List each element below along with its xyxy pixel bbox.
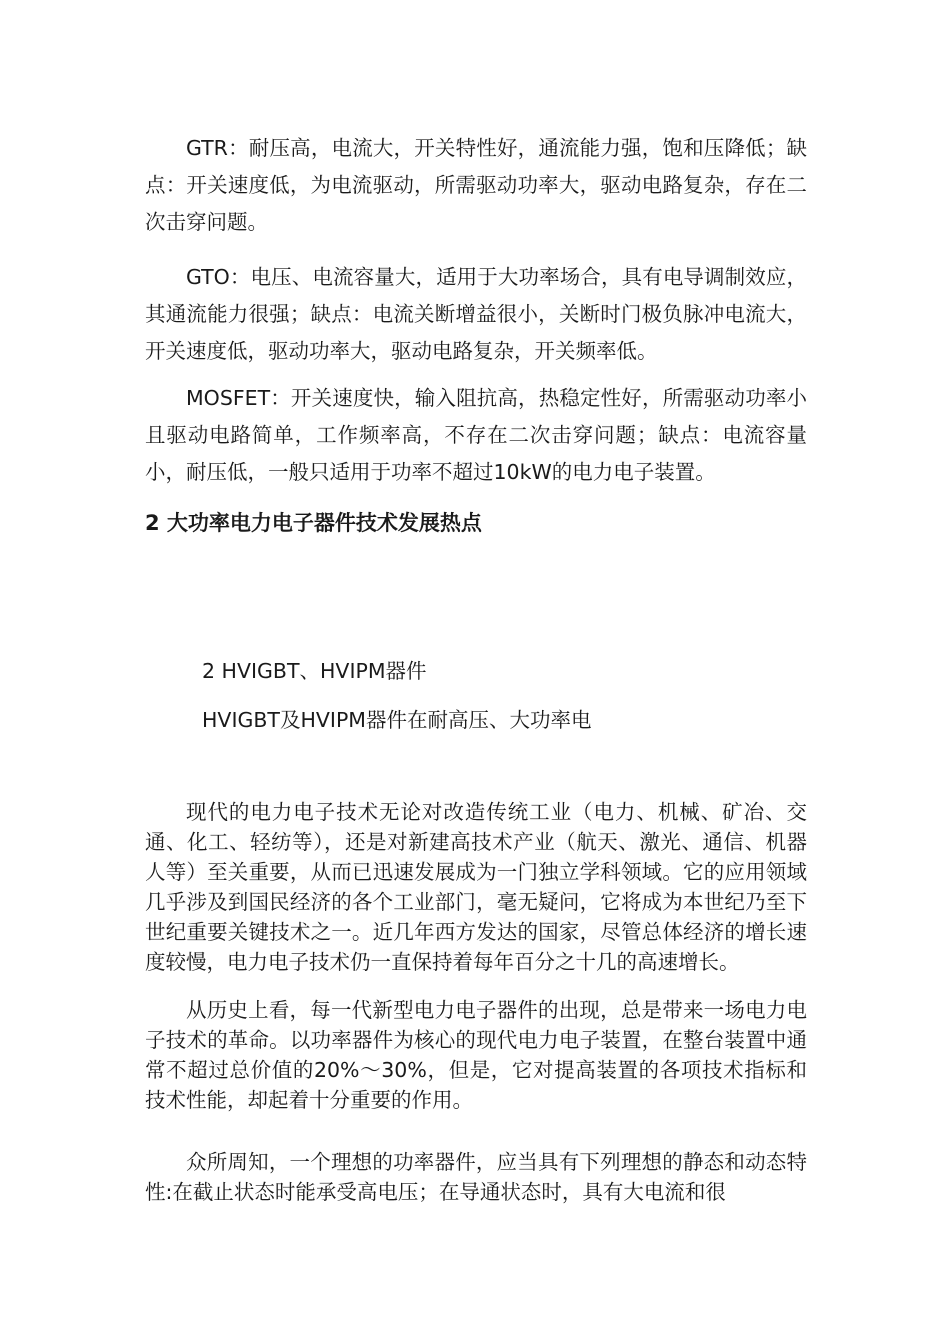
paragraph-history: 从历史上看，每一代新型电力电子器件的出现，总是带来一场电力电子技术的革命。以功率器件为核心的现代电力电子装置，在整台装置中通常不超过总价值的20%～30%，但是，它对提高装置的各项技术指标和技术性能，却起着十分重要的作用。 xyxy=(145,998,807,1112)
paragraph-modern-tech: 现代的电力电子技术无论对改造传统工业（电力、机械、矿冶、交通、化工、轻纺等），还是对新建高技术产业（航天、激光、通信、机器人等）至关重要，从而已迅速发展成为一门独立学科领域。它的应用领域几乎涉及到国民经济的各个工业部门，毫无疑问，它将成为本世纪乃至下世纪重要关键技术之一。近几年西方发达的国家，尽管总体经济的增长速度较慢，电力电子技术仍一直保持着每年百分之十几的高速增长。 xyxy=(145,800,807,974)
paragraph-mosfet: MOSFET：开关速度快，输入阻抗高，热稳定性好，所需驱动功率小且驱动电路简单，工作频率高，不存在二次击穿问题；缺点：电流容量小，耐压低，一般只适用于功率不超过10kW的电力电子装置。 xyxy=(145,386,807,484)
subsection-intro-line: HVIGBT及HVIPM器件在耐高压、大功率电 xyxy=(202,708,592,732)
paragraph-gto: GTO：电压、电流容量大，适用于大功率场合，具有电导调制效应，其通流能力很强；缺点：电流关断增益很小，关断时门极负脉冲电流大，开关速度低，驱动功率大，驱动电路复杂，开关频率低。 xyxy=(145,265,807,363)
section-heading: 2 大功率电力电子器件技术发展热点 xyxy=(145,511,482,535)
subsection-title: 2 HVIGBT、HVIPM器件 xyxy=(202,659,427,683)
paragraph-gtr: GTR：耐压高，电流大，开关特性好，通流能力强，饱和压降低；缺点：开关速度低，为电流驱动，所需驱动功率大，驱动电路复杂，存在二次击穿问题。 xyxy=(145,136,807,234)
paragraph-ideal-device: 众所周知，一个理想的功率器件，应当具有下列理想的静态和动态特性:在截止状态时能承受高电压；在导通状态时，具有大电流和很 xyxy=(145,1150,807,1204)
